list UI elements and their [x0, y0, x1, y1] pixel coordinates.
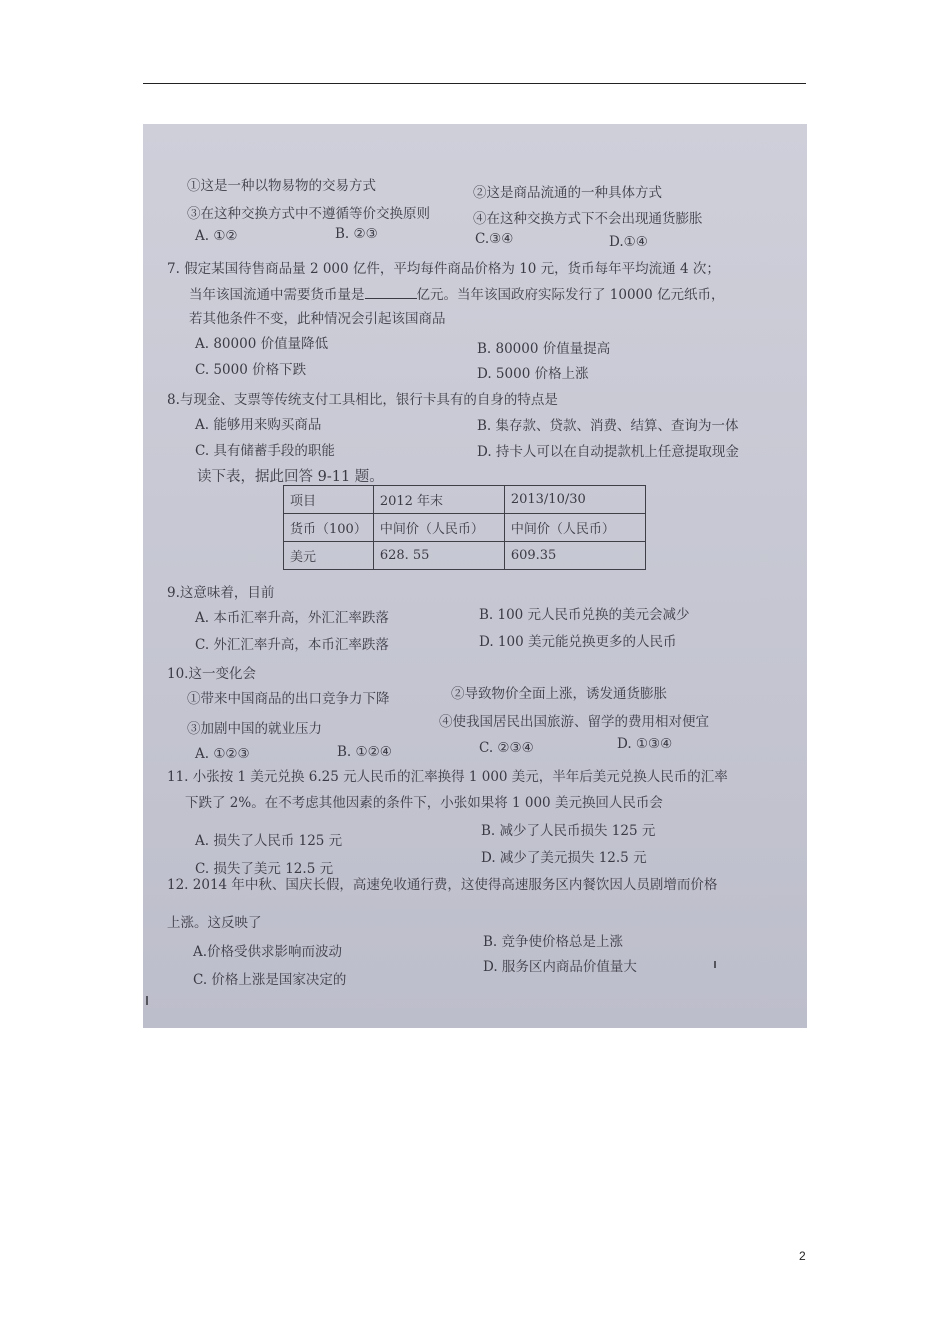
table-row: [284, 542, 646, 570]
table-cell: 中间价（人民币）: [373, 514, 504, 542]
question-line: [189, 283, 725, 303]
answer-option: B. 100 元人民币兑换的美元会减少: [479, 607, 690, 623]
question-line: 下跌了 2%。在不考虑其他因素的条件下，小张如果将 1 000 美元换回人民币会: [185, 795, 663, 811]
question-text: 亿元。当年该国政府实际发行了 10000 亿元纸币，: [416, 287, 725, 303]
answer-option: A. ①②③: [195, 746, 250, 762]
question-line: 若其他条件不变，此种情况会引起该国商品: [189, 311, 446, 327]
answer-option: C. ②③④: [479, 740, 534, 756]
answer-option: D. 5000 价格上涨: [477, 366, 589, 382]
option-line: ④使我国居民出国旅游、留学的费用相对便宜: [439, 714, 709, 730]
answer-option: D. 减少了美元损失 12.5 元: [481, 850, 647, 866]
table-cell: 中间价（人民币）: [504, 514, 645, 542]
answer-option: A. 损失了人民币 125 元: [195, 833, 343, 849]
table-instruction: 读下表，据此回答 9-11 题。: [197, 469, 384, 485]
table-cell: 美元: [284, 542, 374, 570]
answer-blank: [365, 286, 417, 299]
table-cell: 货币（100）: [284, 514, 374, 542]
answer-option: D. 服务区内商品价值量大: [483, 959, 637, 975]
option-line: ①这是一种以物易物的交易方式: [187, 178, 376, 194]
question-7: 7. 假定某国待售商品量 2 000 亿件，平均每件商品价格为 10 元，货币每年平均流通 4 次；: [167, 261, 720, 277]
answer-option: D. 100 美元能兑换更多的人民币: [479, 634, 677, 650]
answer-option: B. 竞争使价格总是上涨: [483, 934, 624, 950]
answer-option: A.价格受供求影响而波动: [193, 944, 343, 960]
answer-option: C.③④: [475, 231, 514, 247]
answer-option: C. 价格上涨是国家决定的: [193, 972, 347, 988]
option-line: ③加剧中国的就业压力: [187, 721, 322, 737]
answer-option: C. 5000 价格下跌: [195, 362, 307, 378]
option-line: ③在这种交换方式中不遵循等价交换原则: [187, 206, 430, 222]
header-rule: [143, 83, 806, 84]
option-line: ②导致物价全面上涨，诱发通货膨胀: [451, 686, 667, 702]
answer-option: B. 集存款、贷款、消费、结算、查询为一体: [477, 418, 739, 434]
answer-option: B. 减少了人民币损失 125 元: [481, 823, 656, 839]
question-12: 12. 2014 年中秋、国庆长假，高速免收通行费，这使得高速服务区内餐饮因人员剧增而价格: [167, 877, 718, 893]
answer-option: D.①④: [609, 234, 648, 250]
scanned-exam-photo: [143, 124, 807, 1028]
option-line: ①带来中国商品的出口竞争力下降: [187, 691, 390, 707]
answer-option: D. ①③④: [617, 736, 673, 752]
table-cell: 项目: [284, 486, 374, 514]
answer-option: A. 本币汇率升高，外汇汇率跌落: [195, 610, 389, 626]
scan-speck: [146, 996, 148, 1005]
option-line: ④在这种交换方式下不会出现通货膨胀: [473, 211, 703, 227]
answer-option: C. 损失了美元 12.5 元: [195, 861, 334, 877]
table-cell: 2012 年末: [373, 486, 504, 514]
scan-speck: [714, 961, 716, 968]
question-11: 11. 小张按 1 美元兑换 6.25 元人民币的汇率换得 1 000 美元，半年后美元兑换人民币的汇率: [167, 769, 728, 785]
answer-option: B. 80000 价值量提高: [477, 341, 611, 357]
page-number: 2: [799, 1249, 806, 1263]
answer-option: A. 能够用来购买商品: [195, 417, 322, 433]
answer-option: D. 持卡人可以在自动提款机上任意提取现金: [477, 444, 739, 460]
question-text: 当年该国流通中需要货币量是: [189, 287, 365, 303]
question-10: 10.这一变化会: [167, 666, 256, 682]
question-9: 9.这意味着，目前: [167, 585, 275, 601]
table-cell: 628. 55: [373, 542, 504, 570]
option-line: ②这是商品流通的一种具体方式: [473, 185, 662, 201]
table-cell: 2013/10/30: [504, 486, 645, 514]
answer-option: A. 80000 价值量降低: [195, 336, 329, 352]
answer-option: B. ②③: [335, 226, 378, 242]
answer-option: A. ①②: [195, 228, 238, 244]
answer-option: B. ①②④: [337, 744, 392, 760]
answer-option: C. 外汇汇率升高，本币汇率跌落: [195, 637, 389, 653]
question-line: 上涨。这反映了: [167, 915, 262, 931]
table-cell: 609.35: [504, 542, 645, 570]
table-row: [284, 514, 646, 542]
table-row: [284, 486, 646, 514]
question-8: 8.与现金、支票等传统支付工具相比，银行卡具有的自身的特点是: [167, 392, 558, 408]
answer-option: C. 具有储蓄手段的职能: [195, 443, 335, 459]
exchange-rate-table: [283, 485, 646, 570]
